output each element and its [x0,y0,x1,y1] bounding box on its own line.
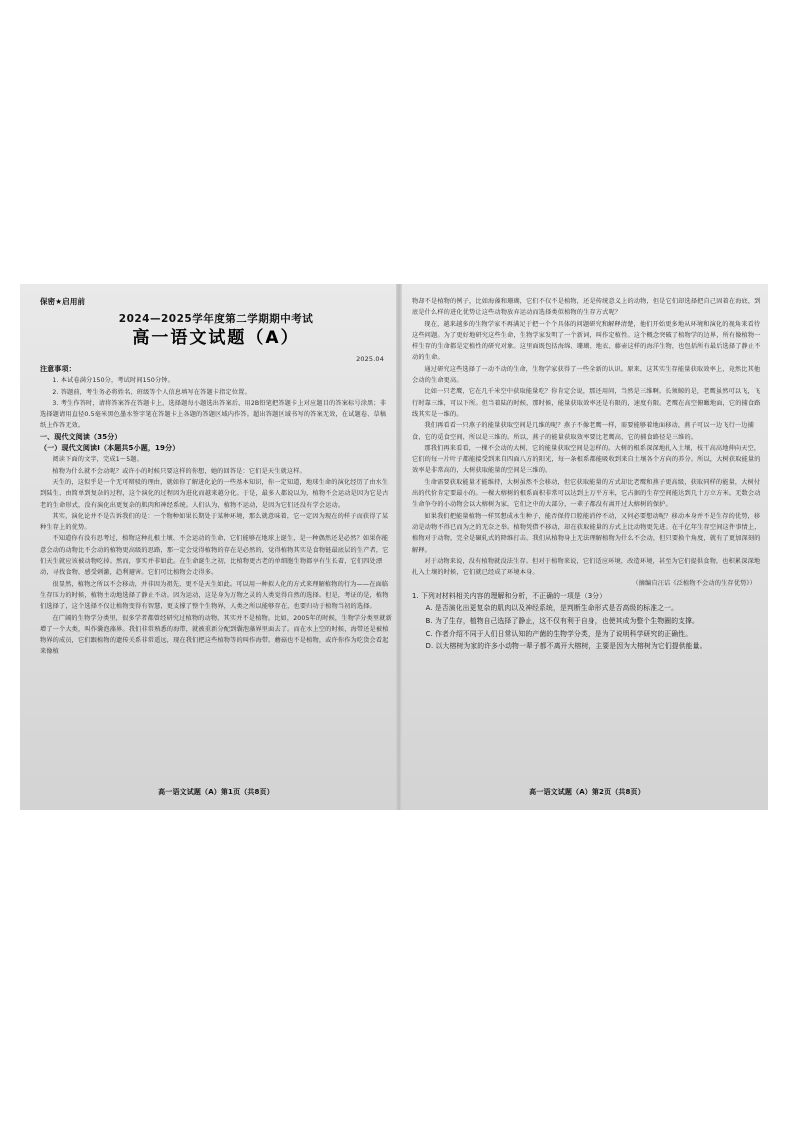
exam-page-1 [40,294,392,804]
paragraph: 不知道你有没有思考过，植物这种扎根土壤、不会运动的生命，它们能够在地球上诞生，是一种偶然还是必然？如果你能意会动的动物比不会动的植物更高级的思路，那一定会觉得植物的存在是必然的，觉得植物其实是食物链最底层的生产者，它们天生就应该被动物吃掉。然而，事实并非如此。在生命诞生之初，比植物更古老的单细胞生物都享有生长着，它们四处漂动，寻找食物，感受刺激，趋利避害。它们可比植物会走得多。 [40,535,389,577]
exam-date: 2025.04 [356,355,384,363]
paragraph: 对于动物来说，没有植物就没法生存。但对于植物来说，它们适应环境，改造环境，甚至为它们提供食物，也积累深深地扎入土壤的时候，它们就已经成了环境本身。 [412,557,761,577]
page-footer: 高一语文试题（A）第2页（共8页） [529,788,645,796]
exam-title: 2024—2025学年度第二学期期中考试 [118,313,314,325]
instruction-text: 阅读下面的文字，完成1～5题。 [52,456,143,464]
paragraph: 很显然，植物之所以不会移动，并非因为祖先，更不是天生如此。可以用一种拟人化的方式来理解植物的行为——在面临生存压力的时候，植物主动地选择了静止不动。因为运动，这是身为万物之灵的人类觉得自然的选择。但是，考证的是，植物们选择了，这个选择不仅让植物变得有智慧，更支撑了整个生物界，人类之所以能够存在，也要归功于植物当初的选择。 [40,580,389,611]
paragraph: 在广阔的生物学分类里，很多学者都曾经研究过植物的动物，其实并不是植物。比如，2005年的时候，生物学分类里就新增了一个大类，叫作囊泡藻界。我们非常熟悉的海带，就被重新分配到囊泡藻界里面去了。而在水上空的时候，海带还是被植物界的成员，它们跟植物的遗传关系非常遥远，现在我们把这些植物等的叫作海带。蘑菇也不是植物，或许你作为吃货会看起来像植 [40,614,392,656]
page-footer: 高一语文试题（A）第1页（共8页） [158,788,274,796]
paragraph: 植物为什么就不会动呢？或许小的时候只要这样的你想，她的回答是：它们是天生就这样。 [52,467,306,475]
subsection-heading: （一）现代文阅读Ⅰ（本题共5小题，19分） [40,444,180,453]
section-heading: 一、现代文阅读（35分） [40,432,122,441]
paragraph: 天生的，这似乎是一个无可辩驳的理由，就如你了解进化论的一些基本知识，你一定知道，地球生命的演化经历了由水生到陆生、由简单到复杂的过程，这个演化的过程因为进化而越来越分化。于是，最多人都说以为，植物不会运动是因为它是古老的生命形式，没有演化出更复杂的肌肉和神经系统。人们认为，植物不运动，是因为它们还没有学会运动。 [40,478,389,509]
paragraph: 如果我们把能量植物一样冥想成永生种子，能否保持口腔能消停不动，又何必要想动呢？移动本身并不是生存的优势，移动是动物不得已而为之的无奈之举。植物凭借不移动，却在获取能量的方式上比动物更先进。在千亿年生存空间这件事情上，植物对于动物，完全是碾轧式的降维打击。我们从植物身上无法理解植物为什么不会动，但只要换个角度，就有了更加深刻的解释。 [412,512,761,554]
option-b: B. 为了生存，植物自己选择了静止，这不仅有利于自身，也使其成为整个生物圈的支撑。 [425,616,700,625]
paragraph: 其实，演化论并不是告诉我们的是：一个物种如果长期处于某种环境，那么就意味着，它一定因为现在的样子而获得了某种生存上的优势。 [40,512,389,532]
notes-heading: 注意事项： [40,365,76,373]
note-item: 3. 考生作答时，请将答案答在答题卡上，选择题每小题选出答案后，用2B铅笔把答题卡上对应题目的答案标号涂黑；非选择题请用直径0.5毫米黑色墨水签字笔在答题卡上各题的答题区域内作答。超出答题区域书写的答案无效，在试题卷、草稿纸上作答无效。 [40,399,387,430]
question-stem: 1. 下列对材料相关内容的理解和分析，不正确的一项是（3分） [412,591,607,600]
paragraph: 生命需要获取能量才能维持，大树虽然不会移动，但它获取能量的方式却比老鹰和燕子更高级，获取同样的能量，大树付出的代价肯定要最小的。一棵大榕树的根系面积非常可以达到上万平方米，它占据的生存空间能达到几十万立方米。无数会动生命争夺的小动物会以大榕树为家，它们之中的大部分，一辈子都没有离开过大榕树的保护。 [412,478,761,509]
secret-label: 保密★启用前 [40,297,86,306]
note-item: 2. 答题前，考生务必将姓名、班级等个人信息填写在答题卡指定位置。 [52,388,251,396]
paragraph: 比如一只老鹰，它在几千米空中获取能量吃？你肯定会说，那还用问，当然是三维啊。长须鲸的是，老鹰虽然可以飞，飞行时靠三维，可以下所。但当着陆的时候，那时候，能量获取效率还是有限的，速度有限。老鹰在高空俯瞰地面，它的捕食路线其实是一维的。 [412,388,761,418]
paragraph: 通过研究这些选择了一动不动的生命，生物学家获得了一些全新的认识。原来，这其实生存能量获取效率上，竟然比其他会动的生命更高。 [412,365,761,385]
notes-block [40,364,392,658]
option-d: D. 以大榕树为家的许多小动物一辈子都不离开大榕树，主要是因为大榕树为它们提供能量。 [425,642,707,651]
source-citation: （摘编自汪诘《泛植物不会动的生存优势》） [632,580,756,588]
paragraph: 那我们再来看看，一棵不会动的大树，它的能量获取空间是怎样的。大树的根系深深地扎入土壤，枝干高高地伸向天空，它们的每一片叶子都能接受到来自四面八方的阳光，每一条根系都能吸收到来自土壤各个方向的养分。所以，大树获取能量的效率是非常高的，大树获取能量的空间是三维的。 [412,444,761,475]
note-item: 1. 本试卷满分150分，考试时间150分钟。 [52,377,174,385]
exam-page-2 [412,294,762,804]
page-fold [396,284,402,810]
scanned-exam-photo [20,284,768,810]
article-block [412,296,762,653]
option-c: C. 作者介绍不同于人们日常认知的产菌的生物学分类，是为了说明科学研究的正确性。 [425,629,693,638]
paragraph: 物却不是植物的例子，比如海藻和珊瑚，它们不仅不是植物，还是传统意义上的动物，但是它们却选择把自己固着在海底，到底是什么样的进化优势让这些动物放弃运动而选择类似植物的生存方式呢？ [412,298,761,317]
paragraph: 我们再看看一只燕子的能量获取空间是几维的呢？燕子不像老鹰一样，需要能够着地面移动，燕子可以一边飞行一边捕食，它的觅食空间，所以是三维的。所以，燕子的能量获取效率要比老鹰高，它的捕食路径是三维的。 [412,422,754,441]
option-a: A. 是否演化出更复杂的肌肉以及神经系统，是判断生命形式是否高级的标准之一。 [425,604,679,613]
paragraph: 现在，越来越多的生物学家不再满足于把一个个具体的问题研究和解释清楚，他们开始更多地从环境和演化的视角来看待这些问题。为了更好地研究这些生命，生物学家发明了一个新词，叫作定植性。这个概念突破了植物学的边界，所有像植物一样生存的生命都是定植性的研究对象。这里面既包括海绵、珊瑚、地衣、藤壶这样的海洋生物，也包括所有最后选择了静止不动的生命。 [412,320,761,362]
paper-title: 高一语文试题（A） [132,328,300,348]
